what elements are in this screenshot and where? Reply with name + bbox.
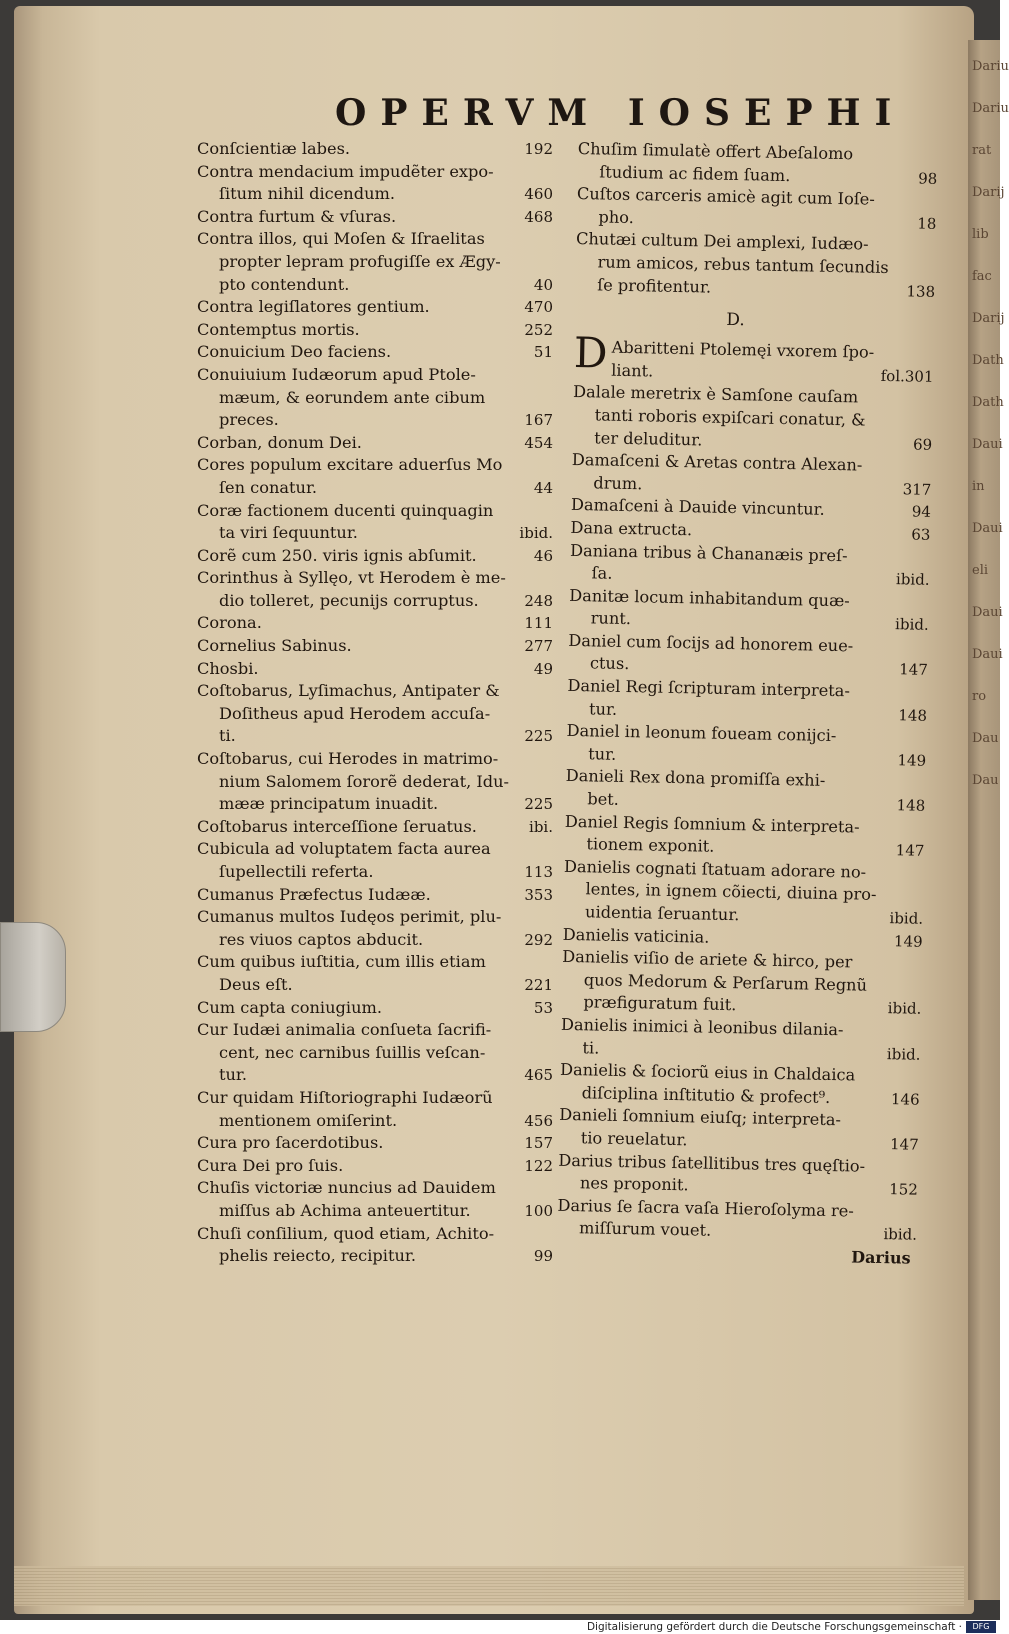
entry-line: rum amicos, rebus tantum ſecundis — [597, 252, 889, 277]
entry-line: ti. — [219, 726, 236, 746]
next-page-fragment: in — [972, 479, 985, 494]
entry-line: Corona. — [197, 613, 262, 633]
index-entry — [197, 161, 555, 206]
entry-line: Danitæ locum inhabitandum quæ- — [569, 585, 850, 610]
entry-line: Daniel cum ſocijs ad honorem eue- — [568, 630, 854, 656]
entry-line: miſſurum vouet. — [578, 1218, 712, 1241]
index-entry — [197, 364, 555, 432]
entry-line: Cubicula ad voluptatem facta aurea — [197, 839, 491, 859]
entry-line: drum. — [593, 473, 643, 494]
index-entry — [197, 319, 555, 342]
page-reference: 147 — [895, 841, 925, 860]
page-reference: 100 — [524, 1201, 553, 1220]
entry-line: D Abaritteni Ptolemęi vxorem ſpo- — [573, 328, 875, 378]
entry-line: Contra mendacium impudẽter expo- — [197, 161, 494, 181]
next-page-fragment: Daui — [972, 437, 1003, 452]
entry-line: Darius tribus ſatellitibus tres quęſtio- — [558, 1150, 866, 1176]
next-page-fragment: Daui — [972, 521, 1003, 536]
entry-line: Contra legiſlatores gentium. — [197, 297, 430, 317]
index-entry — [564, 811, 927, 863]
next-page-fragment: Daui — [972, 647, 1003, 662]
page-reference: 146 — [890, 1089, 920, 1109]
page-reference: 456 — [524, 1111, 553, 1130]
entry-line: Chutæi cultum Dei amplexi, Iudæo- — [575, 229, 869, 254]
entry-line: Danieli ſomnium eiuſq; interpreta- — [559, 1105, 842, 1130]
entry-line: Danielis vaticinia. — [562, 924, 710, 947]
index-entry — [197, 635, 555, 658]
entry-line: ti. — [582, 1037, 600, 1058]
index-entry — [197, 997, 555, 1020]
entry-line: mæum, & eorundem ante cibum — [219, 387, 486, 407]
next-page-fragment: eli — [972, 563, 989, 578]
entry-line: Cuſtos carceris amicè agit cum Ioſe- — [576, 184, 876, 209]
entry-line: Cores populum excitare aduerſus Mo — [197, 455, 503, 475]
section-letter: D. — [726, 310, 745, 331]
next-page-fragment: Dath — [972, 353, 1004, 368]
index-entry — [197, 1132, 555, 1155]
entry-line: tur. — [588, 698, 618, 719]
entry-line: cent, nec carnibus ſuillis veſcan- — [219, 1042, 486, 1062]
entry-line: Dalale meretrix è Samſone cauſam — [572, 382, 859, 407]
index-entry — [572, 381, 935, 456]
entry-line: Cura pro ſacerdotibus. — [197, 1133, 384, 1153]
index-entry — [571, 449, 934, 501]
entry-line: Contra illos, qui Moſen & Iſraelitas — [197, 229, 485, 249]
entry-line: Damaſceni à Dauide vincuntur. — [570, 495, 825, 520]
index-entry — [197, 906, 555, 951]
entry-line: Danieli Rex dona promiſſa exhi- — [565, 766, 826, 791]
entry-line: ſitum nihil dicendum. — [219, 184, 396, 204]
entry-line: tionem exponit. — [586, 834, 715, 856]
index-entry — [197, 658, 555, 681]
page-reference: 152 — [889, 1180, 919, 1199]
entry-line: Daniel in leonum foueam conijci- — [566, 721, 837, 746]
page-reference: 51 — [533, 343, 553, 362]
index-entry — [573, 328, 936, 388]
entry-line: pho. — [598, 207, 635, 227]
page-reference: ibi. — [529, 817, 553, 836]
page-reference: 148 — [896, 796, 926, 815]
page-reference: 138 — [906, 281, 936, 301]
entry-line: Deus eſt. — [219, 974, 293, 994]
entry-line: propter lepram profugiſſe ex Ægy- — [219, 251, 501, 271]
entry-line: Cura Dei pro ſuis. — [197, 1155, 344, 1175]
entry-line: Coſtobarus, Lyſimachus, Antipater & — [197, 681, 500, 701]
page-edges — [14, 1566, 964, 1606]
next-page-fragment: fac — [972, 269, 992, 284]
entry-line: bet. — [587, 789, 620, 809]
page-reference: 252 — [524, 320, 553, 339]
entry-line: Cum quibus iuſtitia, cum illis etiam — [197, 952, 486, 972]
entry-line: Danielis cognati ſtatuam adorare no- — [563, 856, 867, 882]
index-entry — [197, 206, 555, 229]
page-reference: ibid. — [889, 909, 924, 928]
entry-line: mentionem omiſerint. — [219, 1110, 398, 1130]
index-entry — [559, 1059, 922, 1111]
index-entry — [197, 1177, 555, 1222]
page-reference: ibid. — [895, 570, 930, 589]
entry-line: Chosbi. — [197, 658, 259, 678]
entry-line: miſſus ab Achima anteuertitur. — [219, 1200, 471, 1220]
page-reference: 225 — [524, 795, 553, 814]
page-reference: 99 — [533, 1247, 553, 1266]
book-clip — [0, 922, 66, 1032]
index-entry — [575, 228, 938, 303]
entry-line: Corban, donum Dei. — [197, 432, 362, 452]
index-entry — [567, 675, 930, 727]
entry-line: ctus. — [589, 653, 630, 674]
entry-line: tio reuelatur. — [580, 1128, 688, 1150]
entry-line: præfiguratum fuit. — [583, 992, 737, 1015]
index-entry — [197, 951, 555, 996]
index-entry — [197, 1019, 555, 1087]
index-entry — [197, 138, 555, 161]
catchword: Darius — [850, 1247, 911, 1268]
entry-line: Coræ factionem ducenti quinquagin — [197, 500, 494, 520]
page-reference: 147 — [889, 1135, 919, 1154]
index-entry — [577, 138, 940, 190]
index-entry — [197, 1155, 555, 1178]
entry-line: res viuos captos abducit. — [219, 929, 424, 949]
next-page-fragment: Dau — [972, 773, 999, 788]
page-reference: 122 — [524, 1156, 553, 1175]
next-page-fragment: Dariu — [972, 101, 1009, 116]
page-reference: ibid. — [887, 999, 922, 1019]
entry-line: Cur quidam Hiſtoriographi Iudæorũ — [197, 1087, 493, 1107]
entry-line: tanti roboris expiſcari conatur, & — [594, 405, 866, 430]
index-entry — [197, 1223, 555, 1268]
page-reference: 98 — [918, 169, 938, 188]
entry-line: Darius ſe ſacra vaſa Hieroſolyma re- — [557, 1195, 854, 1221]
entry-line: Danielis viſio de ariete & hirco, per — [562, 947, 853, 972]
entry-line: runt. — [590, 608, 632, 629]
page-reference: 221 — [524, 975, 553, 994]
entry-line: Contemptus mortis. — [197, 319, 360, 339]
index-entry — [197, 567, 555, 612]
index-entry — [197, 432, 555, 455]
index-entry — [569, 585, 932, 637]
page-reference: ibid. — [519, 524, 553, 543]
entry-line: Contra furtum & vſuras. — [197, 206, 397, 226]
entry-line: Doſitheus apud Herodem accuſa- — [219, 703, 491, 723]
index-entry — [197, 545, 555, 568]
index-entry — [557, 1195, 920, 1247]
page-reference: 468 — [524, 207, 553, 226]
page-reference: 470 — [524, 298, 553, 317]
next-page-fragment: Dath — [972, 395, 1004, 410]
entry-line: Coſtobarus interceſſione ſeruatus. — [197, 816, 477, 836]
entry-line: nium Salomem ſororẽ dederat, Idu- — [219, 771, 510, 791]
page-reference: 353 — [524, 885, 553, 904]
page-reference: 113 — [524, 863, 553, 881]
index-entry — [197, 500, 555, 545]
index-column-left — [197, 138, 555, 1268]
index-entry — [197, 341, 555, 364]
index-entry — [559, 1104, 922, 1156]
entry-line: Daniel Regis ſomnium & interpreta- — [564, 811, 860, 837]
next-page-fragment: Darij — [972, 185, 1005, 200]
index-entry — [197, 680, 555, 748]
index-entry — [569, 539, 932, 591]
entry-line: Cumanus multos Iudęos perimit, plu- — [197, 907, 502, 927]
page-reference: 18 — [917, 214, 937, 233]
entry-line: Chuſi conſilium, quod etiam, Achito- — [197, 1223, 495, 1243]
page-reference: 46 — [533, 546, 553, 565]
entry-line: Conuiuium Iudæorum apud Ptole- — [197, 364, 476, 384]
page-reference: 317 — [902, 480, 932, 499]
page-reference: 53 — [533, 998, 553, 1017]
page-reference: ibid. — [883, 1225, 918, 1245]
index-entry — [197, 838, 555, 883]
entry-line: Coſtobarus, cui Herodes in matrimo- — [197, 749, 499, 769]
page-reference: 149 — [893, 931, 923, 951]
entry-line: Cornelius Sabinus. — [197, 636, 352, 656]
index-entry — [197, 884, 555, 907]
index-entry — [576, 183, 939, 235]
index-entry — [197, 228, 555, 296]
entry-line: ſtudium ac fidem ſuam. — [599, 162, 791, 185]
entry-line: Damaſceni & Aretas contra Alexan- — [571, 450, 863, 475]
page-reference: 111 — [524, 614, 553, 633]
entry-line: ſen conatur. — [219, 477, 318, 497]
page-reference: 157 — [524, 1134, 553, 1153]
entry-line: ter deluditur. — [594, 427, 703, 449]
page-reference: 49 — [533, 659, 553, 678]
page-reference: 225 — [524, 727, 553, 746]
index-entry — [563, 856, 926, 931]
entry-line: ſe profitentur. — [597, 274, 712, 297]
index-entry — [565, 765, 928, 817]
digitization-footer — [0, 1620, 1000, 1634]
next-page-fragment: Dariu — [972, 59, 1009, 74]
page-reference: 454 — [524, 433, 553, 452]
page-reference: ibid. — [886, 1044, 921, 1064]
entry-line: mææ principatum inuadit. — [219, 794, 439, 814]
page-reference: 460 — [524, 185, 553, 204]
entry-line: Danielis inimici à leonibus dilania- — [560, 1014, 844, 1040]
page-reference: fol.301 — [880, 366, 934, 386]
page-reference: 44 — [533, 478, 553, 497]
page-reference: 167 — [524, 411, 553, 430]
next-page-fragment: ro — [972, 689, 987, 704]
page-reference: 63 — [911, 525, 931, 544]
index-column-right — [556, 138, 940, 1271]
index-entry — [197, 454, 555, 499]
index-entry — [568, 630, 931, 682]
entry-line: Conuicium Deo faciens. — [197, 342, 392, 362]
next-page-fragment: rat — [972, 143, 992, 158]
next-page-fragment: Dau — [972, 731, 999, 746]
entry-line: ſupellectili referta. — [219, 862, 374, 881]
next-page-fragment: lib — [972, 227, 989, 242]
entry-line: Corinthus à Syllęo, vt Herodem è me- — [197, 568, 506, 588]
entry-line: phelis reiecto, recipitur. — [219, 1246, 416, 1266]
running-header: OPERVM IOSEPHI — [335, 92, 906, 134]
dfg-logo: DFG — [966, 1621, 996, 1633]
entry-line: Corẽ cum 250. viris ignis abſumit. — [197, 545, 477, 565]
entry-line: Danielis & ſociorũ eius in Chaldaica — [559, 1059, 856, 1085]
entry-line: pto contendunt. — [219, 274, 350, 294]
page-reference: 148 — [898, 705, 928, 725]
entry-line: dio tolleret, pecunijs corruptus. — [219, 590, 479, 610]
page-reference: 94 — [911, 502, 932, 522]
page-reference: 465 — [524, 1066, 553, 1085]
entry-line: quos Medorum & Perſarum Regnũ — [583, 970, 868, 995]
page-reference: 149 — [897, 751, 927, 770]
entry-line: tur. — [588, 744, 617, 764]
entry-line: Dana extructa. — [570, 517, 693, 540]
entry-line: tur. — [219, 1065, 248, 1085]
index-entry — [566, 720, 929, 772]
page-reference: 277 — [524, 637, 553, 656]
page-reference: 192 — [524, 140, 553, 158]
page-reference: 292 — [524, 930, 553, 949]
page-reference: 147 — [899, 660, 929, 680]
index-entry — [558, 1149, 921, 1201]
entry-line: Chuſim ſimulatè offert Abeſalomo — [577, 138, 854, 164]
index-entry — [197, 296, 555, 319]
entry-line: Cur Iudæi animalia conſueta ſacrifi- — [197, 1020, 492, 1040]
page-reference: 69 — [912, 435, 933, 454]
entry-line: Daniel Regi ſcripturam interpreta- — [567, 675, 851, 701]
page-reference: 248 — [524, 591, 553, 610]
entry-line: ta viri ſequuntur. — [219, 523, 358, 543]
next-page-edge — [968, 40, 1009, 1600]
entry-line: liant. — [611, 360, 654, 381]
entry-line: Chuſis victoriæ nuncius ad Dauidem — [197, 1178, 496, 1198]
next-page-fragment: Daui — [972, 605, 1003, 620]
entry-line: Cum capta coniugium. — [197, 997, 382, 1017]
next-page-fragment: Darij — [972, 311, 1005, 326]
entry-line: Daniana tribus à Chananæis preſ- — [569, 540, 848, 565]
entry-line: diſciplina inſtitutio & profect⁹. — [581, 1082, 831, 1107]
index-entry — [197, 612, 555, 635]
entry-line: ſa. — [591, 563, 613, 583]
entry-line: lentes, in ignem cõiecti, diuina pro- — [585, 879, 877, 905]
page-reference: 40 — [533, 275, 553, 294]
drop-cap: D — [573, 328, 609, 378]
index-entry — [197, 1087, 555, 1132]
index-entry — [560, 1014, 923, 1066]
page-reference: ibid. — [894, 615, 929, 635]
footer-text: Digitalisierung gefördert durch die Deutsche Forschungsgemeinschaft · — [586, 1621, 962, 1633]
entry-line: nes proponit. — [579, 1173, 689, 1195]
entry-line: preces. — [219, 410, 279, 430]
index-entry — [197, 816, 555, 839]
index-entry — [197, 748, 555, 816]
entry-line: uidentia ſeruantur. — [584, 902, 740, 925]
entry-line: Cumanus Præfectus Iudææ. — [197, 884, 431, 904]
index-entry — [561, 946, 924, 1021]
entry-line: Conſcientiæ labes. — [197, 139, 351, 158]
